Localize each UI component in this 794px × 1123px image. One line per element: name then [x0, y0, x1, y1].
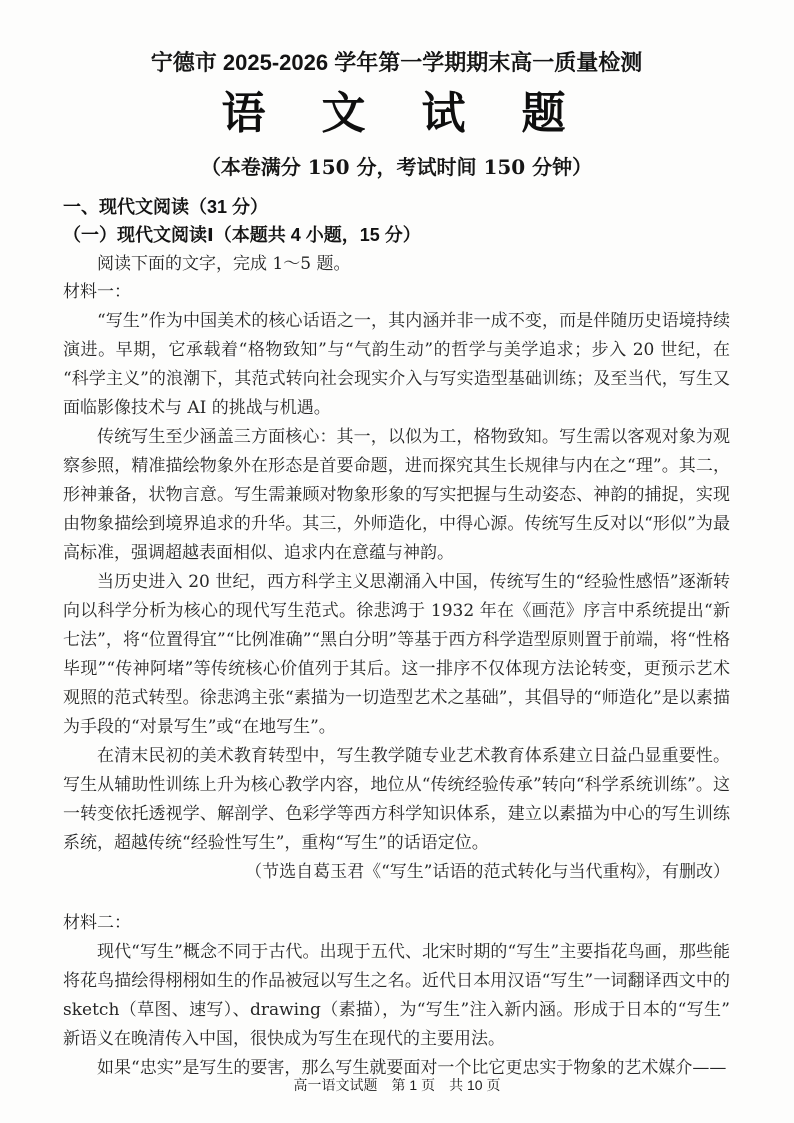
paragraph: 现代“写生”概念不同于古代。出现于五代、北宋时期的“写生”主要指花鸟画，那些能将花鸟描绘得栩栩如生的作品被冠以写生之名。近代日本用汉语“写生”一词翻译西文中的 sketch（草图、速写）、drawing（素描），为“写生”注入新内涵。形成于日本的“写生”新语义在晚清传入中国，很快成为写生在现代的主要用法。: [63, 942, 730, 1049]
page-title: 语 文 试 题: [221, 88, 572, 139]
paragraph: “写生”作为中国美术的核心话语之一，其内涵并非一成不变，而是伴随历史语境持续演进。早期，它承载着“格物致知”与“气韵生动”的哲学与美学追求；步入 20 世纪，在“科学主义”的浪潮下，其范式转向社会现实介入与写实造型基础训练；及至当代，写生又面临影像技术与 AI 的挑战与机遇。: [63, 311, 730, 418]
paragraph: 在清末民初的美术教育转型中，写生教学随专业艺术教育体系建立日益凸显重要性。写生从辅助性训练上升为核心教学内容，地位从“传统经验传承”转向“科学系统训练”。这一转变依托透视学、解剖学、色彩学等西方科学知识体系，建立以素描为中心的写生训练系统，超越传统“经验性写生”，重构“写生”的话语定位。: [63, 746, 730, 853]
paragraph: 当历史进入 20 世纪，西方科学主义思潮涌入中国，传统写生的“经验性感悟”逐渐转向以科学分析为核心的现代写生范式。徐悲鸿于 1932 年在《画范》序言中系统提出“新七法”，将“位置得宜”“比例准确”“黑白分明”等基于西方科学造型原则置于前端，将“性格毕现”“传神阿堵”等传统核心价值列于其后。这一排序不仅体现方法论转变，更预示艺术观照的范式转型。徐悲鸿主张“素描为一切造型艺术之基础”，其倡导的“师造化”是以素描为手段的“对景写生”或“在地写生”。: [63, 572, 730, 737]
paragraph: 如果“忠实”是写生的要害，那么写生就要面对一个比它更忠实于物象的艺术媒介——: [97, 1058, 727, 1078]
paragraph: 传统写生至少涵盖三方面核心：其一，以似为工，格物致知。写生需以客观对象为观察参照，精准描绘物象外在形态是首要命题，进而探究其生长规律与内在之“理”。其二，形神兼备，状物言意。写生需兼顾对物象形象的写实把握与生动姿态、神韵的捕捉，实现由物象描绘到境界追求的升华。其三，外师造化，中得心源。传统写生反对以“形似”为最高标准，强调超越表面相似、追求内在意蕴与神韵。: [63, 427, 730, 563]
exam-info-line: （本卷满分 150 分，考试时间 150 分钟）: [200, 155, 593, 179]
section-heading: 一、现代文阅读（31 分）: [63, 197, 269, 217]
reading-instruction: 阅读下面的文字，完成 1～5 题。: [97, 254, 351, 274]
page-header: [63, 48, 730, 180]
subsection-heading: （一）现代文阅读Ⅰ（本题共 4 小题，15 分）: [63, 225, 421, 245]
source-attribution: （节选自葛玉君《“写生”话语的范式转化与当代重构》，有删改）: [245, 862, 730, 882]
material-2-label: 材料二：: [63, 913, 131, 933]
exam-session-line: 宁德市 2025-2026 学年第一学期期末高一质量检测: [150, 50, 643, 75]
material-2-block: [63, 909, 730, 1083]
page-footer: 高一语文试题 第 1 页 共 10 页: [293, 1077, 501, 1093]
material-1-block: [63, 278, 730, 887]
material-1-label: 材料一：: [63, 282, 131, 302]
